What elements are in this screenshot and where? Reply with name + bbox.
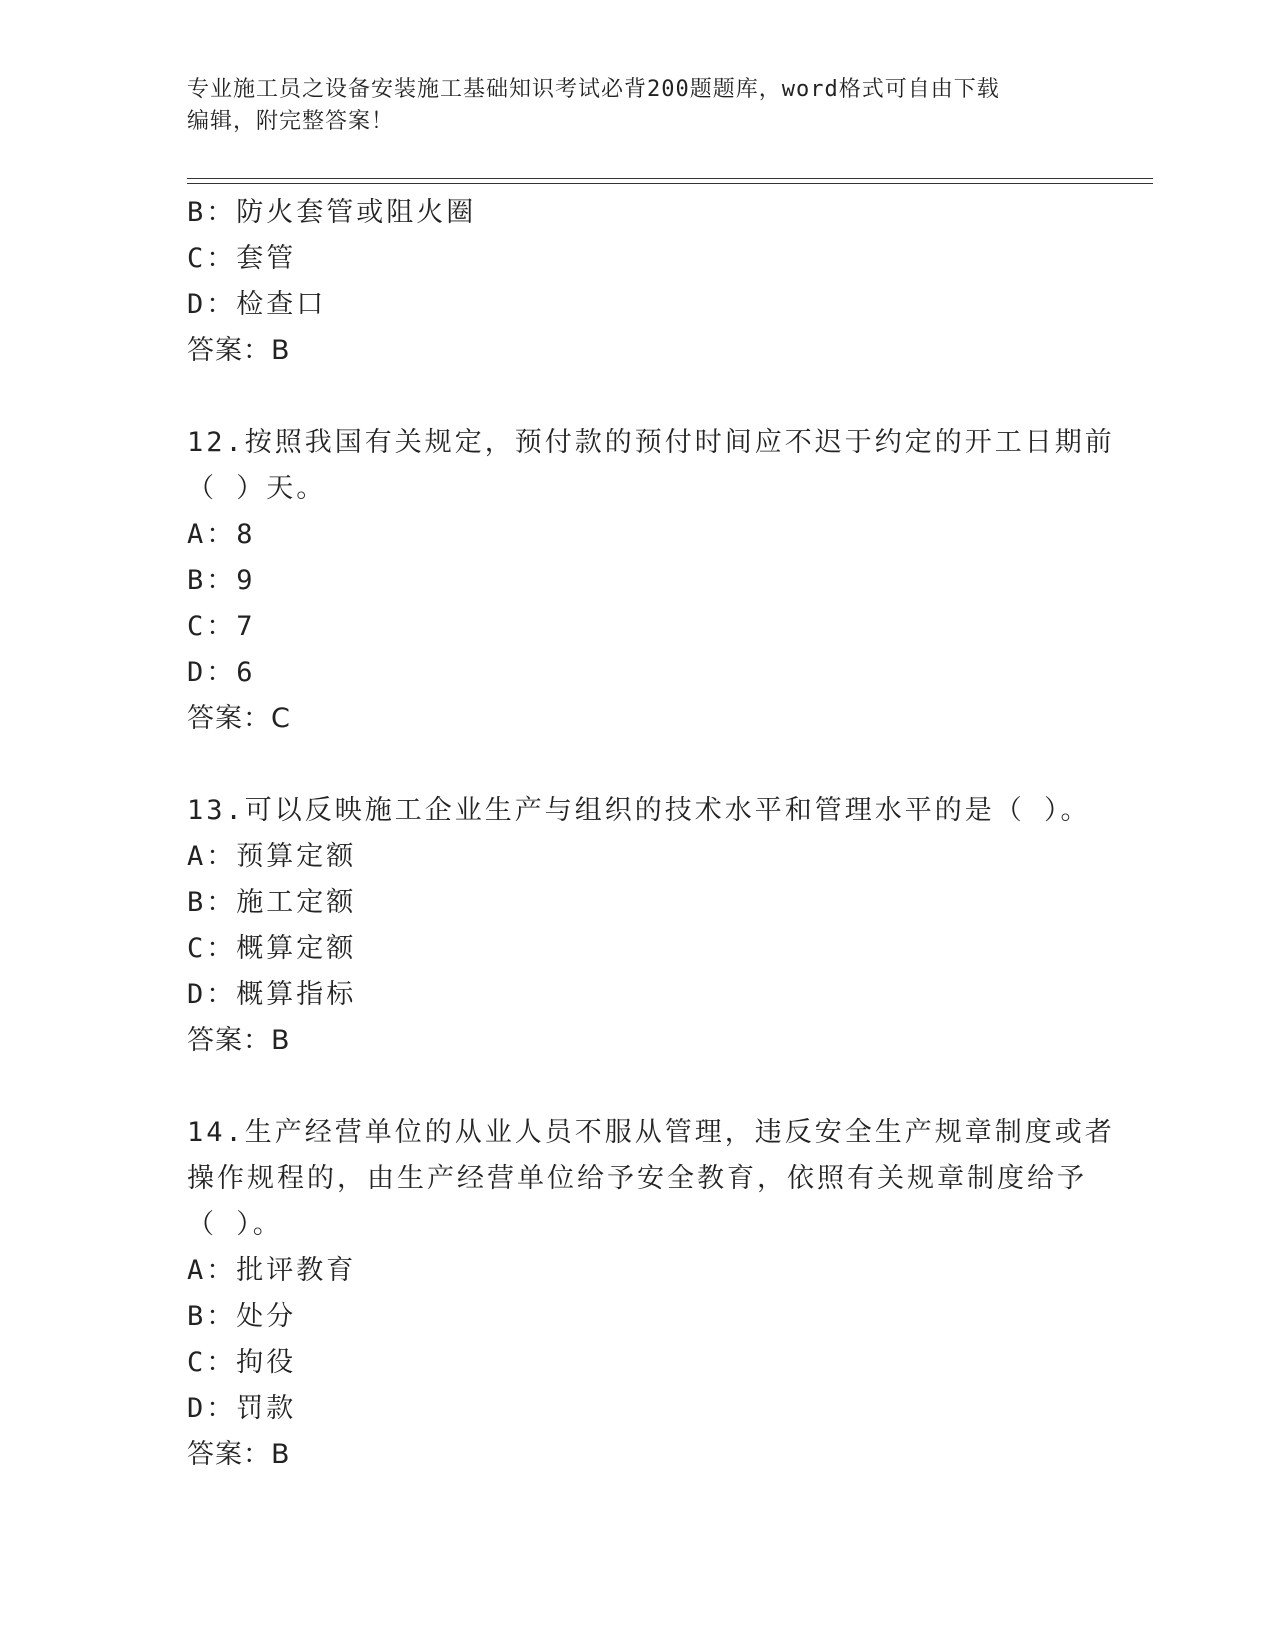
question-stem-continued: （ ）天。 — [187, 473, 327, 504]
question-stem: 13.可以反映施工企业生产与组织的技术水平和管理水平的是（ ）。 — [187, 795, 1091, 826]
answer: 答案：B — [187, 1439, 291, 1470]
header-divider-top — [187, 178, 1153, 179]
option-a: A：8 — [187, 519, 256, 550]
header-line-2: 编辑，附完整答案！ — [187, 109, 395, 134]
option-b: B：9 — [187, 565, 256, 596]
spacer — [187, 374, 1087, 420]
option-d: D：罚款 — [187, 1393, 297, 1424]
answer: 答案：B — [187, 335, 291, 366]
question-13 — [187, 788, 1091, 1064]
spacer — [187, 742, 1087, 788]
option-c: C：7 — [187, 611, 256, 642]
option-b: B：施工定额 — [187, 887, 357, 918]
option-b: B：防火套管或阻火圈 — [187, 197, 477, 228]
question-14 — [187, 1110, 1115, 1478]
question-stem: 12.按照我国有关规定，预付款的预付时间应不迟于约定的开工日期前 — [187, 427, 1115, 458]
question-stem-continued: （ ）。 — [187, 1209, 283, 1240]
option-b: B：处分 — [187, 1301, 297, 1332]
option-c: C：拘役 — [187, 1347, 297, 1378]
question-stem: 14.生产经营单位的从业人员不服从管理，违反安全生产规章制度或者 — [187, 1117, 1115, 1148]
option-d: D：概算指标 — [187, 979, 357, 1010]
option-a: A：批评教育 — [187, 1255, 357, 1286]
answer: 答案：B — [187, 1025, 291, 1056]
question-11-continued — [187, 190, 1087, 374]
option-a: A：预算定额 — [187, 841, 357, 872]
document-header — [187, 74, 1087, 138]
header-line-1: 专业施工员之设备安装施工基础知识考试必背200题题库，word格式可自由下载 — [187, 77, 1000, 102]
header-divider-bottom — [187, 183, 1153, 184]
question-list — [187, 190, 1115, 1478]
option-c: C：套管 — [187, 243, 297, 274]
question-12 — [187, 420, 1115, 742]
answer: 答案：C — [187, 703, 291, 734]
spacer — [187, 1064, 1087, 1110]
option-c: C：概算定额 — [187, 933, 357, 964]
option-d: D：6 — [187, 657, 256, 688]
question-stem-continued: 操作规程的，由生产经营单位给予安全教育，依照有关规章制度给予 — [187, 1163, 1087, 1194]
option-d: D：检查口 — [187, 289, 327, 320]
